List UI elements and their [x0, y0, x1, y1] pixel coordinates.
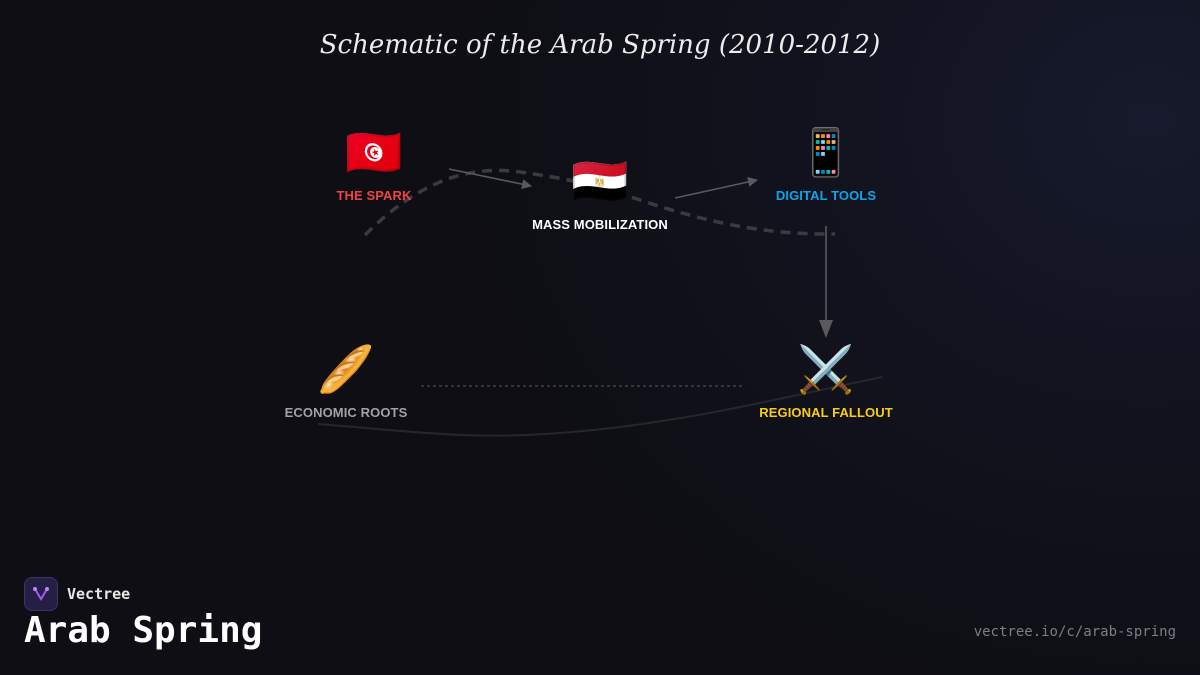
- node-label: THE SPARK: [336, 188, 412, 203]
- page-heading: Arab Spring: [24, 610, 263, 651]
- brand-name: Vectree: [67, 585, 131, 603]
- node-label: REGIONAL FALLOUT: [759, 405, 893, 420]
- node-the-spark[interactable]: [336, 124, 411, 203]
- node-label: ECONOMIC ROOTS: [284, 405, 408, 420]
- node-regional-fallout[interactable]: [759, 341, 893, 420]
- node-mass-mobilization[interactable]: [532, 153, 668, 232]
- source-url[interactable]: vectree.io/c/arab-spring: [973, 624, 1176, 640]
- tunisia-flag-icon: 🇹🇳: [345, 126, 403, 178]
- mobile-phone-icon: 📱: [797, 126, 855, 178]
- diagram-title: Schematic of the Arab Spring (2010-2012): [319, 30, 881, 60]
- node-digital-tools[interactable]: [776, 124, 876, 203]
- brand: [24, 577, 130, 611]
- edge-mobilization-digital: [675, 180, 757, 198]
- crossed-swords-icon: ⚔️: [797, 343, 855, 395]
- node-label: MASS MOBILIZATION: [532, 217, 668, 232]
- node-economic-roots[interactable]: [285, 341, 408, 420]
- egypt-flag-icon: 🇪🇬: [571, 155, 629, 207]
- vectree-logo-icon: [24, 577, 58, 611]
- bread-icon: 🥖: [317, 343, 375, 395]
- node-label: DIGITAL TOOLS: [775, 188, 877, 203]
